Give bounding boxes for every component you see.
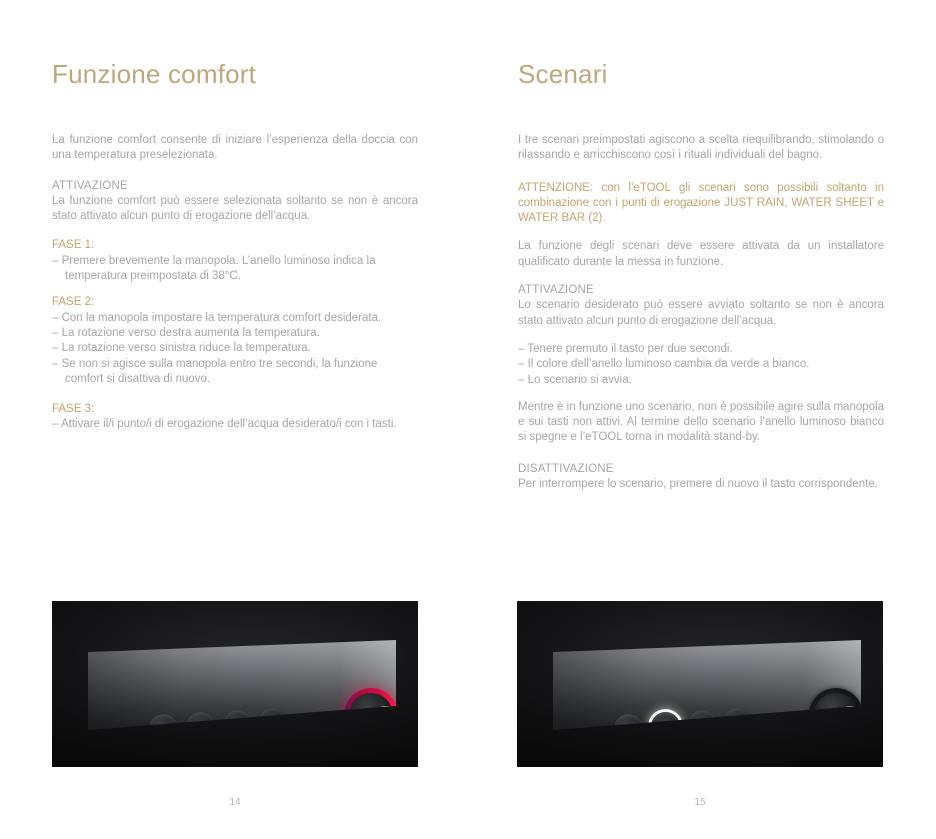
activation-text: La funzione comfort può essere selezionata soltanto se non è ancora stato attivato alcun punto di erogazione dell’acqua. <box>52 194 418 223</box>
comfort-intro: La funzione comfort consente di iniziare l’esperienza della doccia con una temperatura preselezionata. <box>52 134 418 162</box>
control-panel <box>553 640 861 730</box>
list-item: – La rotazione verso destra aumenta la temperatura. <box>52 326 320 339</box>
panel-button-1 <box>614 714 643 743</box>
list-item: – Con la manopola impostare la temperatura comfort desiderata. <box>52 311 382 324</box>
running-note: Mentre è in funzione uno scenario, non è possibile agire sulla manopola e sui tasti non attivi. Al termine dello scenario l’anello luminoso bianco si spegne e l’eTOOL torna in modalità stand-by. <box>518 400 884 444</box>
control-panel <box>88 640 396 730</box>
scenari-activation-block <box>518 283 884 329</box>
phase1-heading: FASE 1: <box>52 239 95 252</box>
panel-button-2 <box>186 712 215 741</box>
comfort-title: Funzione comfort <box>52 59 257 89</box>
temperature-knob <box>368 706 404 742</box>
list-item: – Lo scenario si avvia. <box>518 373 632 386</box>
page-number-right: 15 <box>694 797 706 808</box>
knob-barrel <box>349 693 393 737</box>
activation-heading: ATTIVAZIONE <box>518 284 594 297</box>
scenari-panel-photo <box>517 601 883 767</box>
panel-button-2-lit-icon <box>651 712 680 741</box>
panel-button-4 <box>258 708 287 737</box>
deactivation-text: Per interrompere lo scenario, premere di nuovo il tasto corrispondente. <box>518 478 878 491</box>
installer-note: La funzione degli scenari deve essere attivata da un installatore qualificato durante la messa in funzione. <box>518 240 884 268</box>
list-item: – Il colore dell’anello luminoso cambia da verde a bianco. <box>518 358 810 371</box>
list-item: – Se non si agisce sulla manopola entro tre secondi, la funzione comfort si disattiva di nuovo. <box>52 357 378 385</box>
scenari-steps-block <box>518 342 884 388</box>
temperature-knob <box>833 706 869 742</box>
phase2-heading: FASE 2: <box>52 296 95 309</box>
warning-text: ATTENZIONE: con l’eTOOL gli scenari sono possibili soltanto in combinazione con i punti di erogazione JUST RAIN, WATER SHEET e WATER BAR (2). <box>518 181 884 225</box>
comfort-phase3-block <box>52 402 418 433</box>
brand-mark <box>212 747 226 754</box>
list-item: – Attivare il/i punto/i di erogazione dell’acqua desiderato/i con i tasti. <box>52 418 397 431</box>
panel-button-1 <box>149 714 178 743</box>
panel-button-3 <box>688 710 717 739</box>
comfort-column <box>52 59 418 433</box>
comfort-phase1-block <box>52 238 418 284</box>
deactivation-heading: DISATTIVAZIONE <box>518 462 614 475</box>
page-number-left: 14 <box>229 797 241 808</box>
panel-button-4 <box>723 708 752 737</box>
activation-heading: ATTIVAZIONE <box>52 179 128 192</box>
brand-mark <box>677 747 691 754</box>
comfort-phase2-block <box>52 295 418 387</box>
activation-text: Lo scenario desiderato può essere avviato soltanto se non è ancora stato attivato alcun punto di erogazione dell’acqua. <box>518 299 884 327</box>
list-item: – Premere brevemente la manopola. L’anello luminoso indica la temperatura preimpostata di 38°C. <box>52 254 376 283</box>
scenari-deactivation-block <box>518 462 884 493</box>
comfort-activation-block <box>52 179 418 225</box>
scenari-column <box>518 59 884 492</box>
phase3-heading: FASE 3: <box>52 403 95 416</box>
panel-button-3 <box>223 710 252 739</box>
comfort-panel-photo <box>52 601 418 767</box>
scenari-intro: I tre scenari preimpostati agiscono a scelta riequilibrando, stimolando o rilassando e arricchiscono così i rituali individuali del bagno. <box>518 134 884 162</box>
list-item: – La rotazione verso sinistra riduce la temperatura. <box>52 342 311 355</box>
list-item: – Tenere premuto il tasto per due secondi. <box>518 342 733 355</box>
scenari-title: Scenari <box>518 59 608 89</box>
knob-barrel <box>814 693 858 737</box>
